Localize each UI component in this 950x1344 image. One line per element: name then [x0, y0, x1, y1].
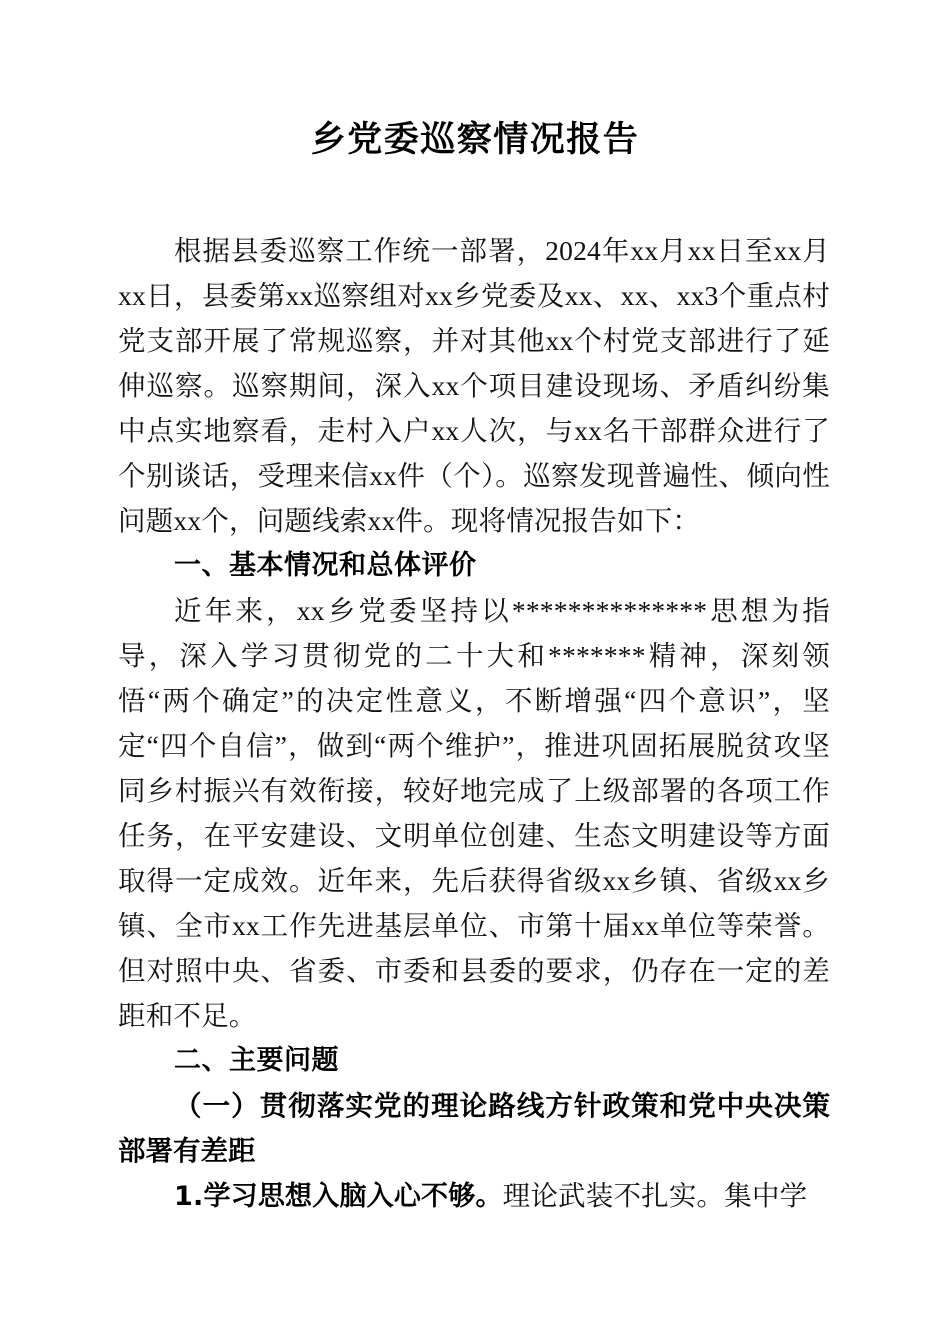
intro-paragraph: 根据县委巡察工作统一部署，2024年xx月xx日至xx月xx日，县委第xx巡察组对xx乡党委及xx、xx、xx3个重点村党支部开展了常规巡察，并对其他xx个村党支部进行了延伸巡察。巡察期间，深入xx个项目建设现场、矛盾纠纷集中点实地察看，走村入户xx人次，与xx名干部群众进行了个别谈话，受理来信xx件（个）。巡察发现普遍性、倾向性问题xx个，问题线索xx件。现将情况报告如下： — [118, 235, 830, 536]
item-one — [118, 1173, 830, 1219]
item-one-lead: 1.学习思想入脑入心不够。 — [174, 1181, 503, 1212]
page-title: 乡党委巡察情况报告 — [310, 120, 640, 159]
subsection-heading-one: （一）贯彻落实党的理论路线方针政策和党中央决策部署有差距 — [118, 1090, 830, 1166]
document-content — [118, 228, 830, 1219]
item-one-text: 理论武装不扎实。集中学 — [502, 1180, 808, 1211]
overview-paragraph: 近年来，xx乡党委坚持以**************思想为指导，深入学习贯彻党的二十大和*******精神，深刻领悟“两个确定”的决定性意义，不断增强“四个意识”，坚定“四个自信”，做到“两个维护”，推进巩固拓展脱贫攻坚同乡村振兴有效衔接，较好地完成了上级部署的各项工作任务，在平安建设、文明单位创建、生态文明建设等方面取得一定成效。近年来，先后获得省级xx乡镇、省级xx乡镇、全市xx工作先进基层单位、市第十届xx单位等荣誉。但对照中央、省委、市委和县委的要求，仍存在一定的差距和不足。 — [118, 595, 830, 1031]
section-heading-one: 一、基本情况和总体评价 — [174, 550, 477, 581]
section-heading-two: 二、主要问题 — [174, 1045, 339, 1076]
